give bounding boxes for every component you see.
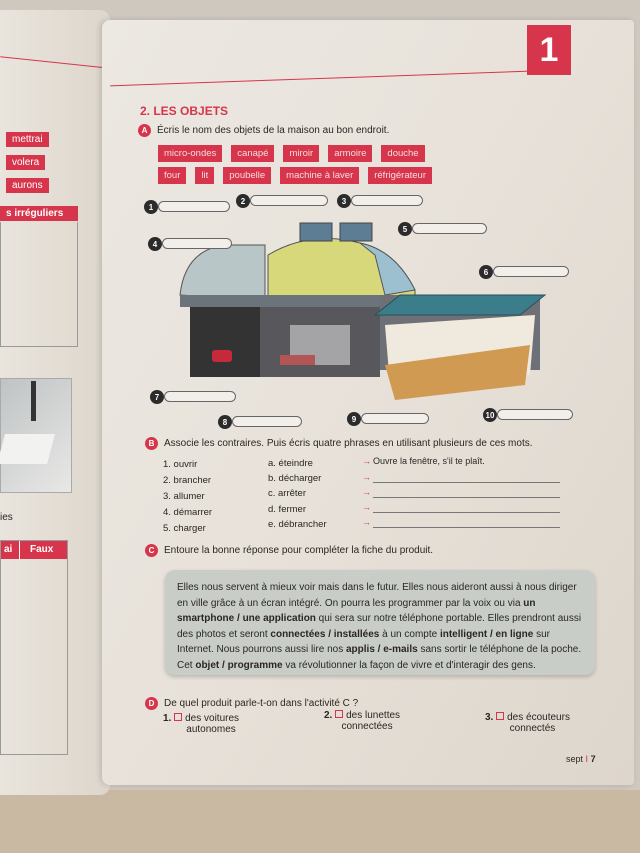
checkbox[interactable] — [496, 712, 504, 720]
checkbox[interactable] — [335, 710, 343, 718]
verb-left: 5. charger — [163, 523, 206, 534]
verb-right: c. arrêter — [268, 488, 307, 499]
paragraph-text: sur Internet. Nous pourrons aussi lire nos — [177, 628, 550, 655]
arrow-icon: → — [362, 502, 371, 512]
verb-right: d. fermer — [268, 504, 307, 515]
choice-option[interactable]: connectées / installées — [270, 628, 380, 640]
label-number: 7 — [150, 390, 164, 404]
table-box — [0, 222, 78, 347]
verb-left: 4. démarrer — [163, 507, 213, 518]
choice-option[interactable]: un smartphone / une application — [177, 597, 536, 624]
option-text: des lunettes — [346, 710, 401, 721]
answer-line[interactable] — [373, 497, 560, 498]
word-chip: lit — [195, 167, 214, 184]
example-sentence: Ouvre la fenêtre, s'il te plaît. — [373, 456, 485, 466]
option-3[interactable] — [485, 712, 570, 734]
chip: aurons — [6, 178, 49, 193]
option-text: connectés — [509, 723, 556, 734]
verb-right: a. éteindre — [268, 458, 313, 469]
verb-left: 1. ouvrir — [163, 459, 198, 470]
word-chip: réfrigérateur — [368, 167, 432, 184]
activity-a-instruction — [138, 124, 389, 137]
option-text: des écouteurs — [507, 712, 570, 723]
answer-box[interactable] — [497, 409, 573, 420]
activity-d-instruction — [145, 697, 358, 710]
word-bank-row-1 — [158, 145, 425, 162]
option-number: 1. — [163, 713, 172, 724]
chapter-number: 1 — [527, 25, 571, 75]
section-header: s irréguliers — [0, 206, 78, 221]
choice-option[interactable]: applis / e-mails — [345, 644, 418, 655]
label-number: 10 — [483, 408, 497, 422]
option-text: autonomes — [186, 724, 236, 735]
col-header: ai — [4, 544, 13, 555]
page-number: 7 — [590, 754, 596, 764]
answer-box[interactable] — [158, 201, 230, 212]
answer-line[interactable] — [373, 512, 560, 513]
word-chip: micro-ondes — [158, 145, 222, 162]
col-header: Faux — [19, 541, 67, 559]
option-number: 2. — [324, 710, 333, 721]
instruction-text: Écris le nom des objets de la maison au bon endroit. — [157, 125, 390, 137]
paragraph-text: sans sortir le téléphone de la poche. Cet — [177, 644, 582, 671]
separator: I — [585, 754, 589, 764]
activity-letter: C — [145, 544, 158, 557]
word-chip: miroir — [283, 145, 319, 162]
instruction-text: Entoure la bonne réponse pour compléter la fiche du produit. — [164, 545, 434, 557]
answer-box[interactable] — [351, 195, 423, 206]
word-chip: four — [158, 167, 186, 184]
answer-box[interactable] — [493, 266, 569, 277]
verb-left: 2. brancher — [163, 475, 212, 486]
option-number: 3. — [485, 712, 494, 723]
activity-letter: B — [145, 437, 158, 450]
instruction-text: De quel produit parle-t-on dans l'activité C ? — [164, 698, 359, 710]
answer-line[interactable] — [373, 527, 560, 528]
word-chip: douche — [381, 145, 424, 162]
choice-option[interactable]: intelligent / en ligne — [439, 628, 534, 640]
partial-text: ies — [0, 512, 13, 523]
page-word: sept — [566, 754, 584, 764]
answer-box[interactable] — [250, 195, 328, 206]
answer-box[interactable] — [162, 238, 232, 249]
answer-box[interactable] — [232, 416, 302, 427]
word-bank-row-2 — [158, 167, 432, 184]
label-number: 2 — [236, 194, 250, 208]
verb-right: e. débrancher — [268, 519, 327, 530]
true-false-table — [0, 540, 68, 755]
activity-c-instruction — [145, 544, 433, 557]
option-1[interactable] — [163, 713, 239, 735]
verb-right: b. décharger — [268, 473, 322, 484]
photo — [0, 378, 72, 493]
paragraph-text: Elles nous servent à mieux voir mais dans le futur. Elles nous aideront aussi à nous diriger en ville grâce à un écran intégré. On pourra les programmer par la voix ou via — [177, 582, 577, 609]
section-title: 2. LES OBJETS — [140, 104, 229, 118]
label-number: 3 — [337, 194, 351, 208]
label-number: 8 — [218, 415, 232, 429]
paragraph-text: à un compte — [379, 628, 440, 640]
arrow-icon: → — [362, 456, 371, 466]
label-number: 4 — [148, 237, 162, 251]
paragraph-text: va révolutionner la façon de vivre et d'interagir des gens. — [282, 659, 536, 671]
option-text: connectées — [341, 721, 393, 732]
left-page — [0, 10, 110, 795]
answer-box[interactable] — [164, 391, 236, 402]
answer-line[interactable] — [373, 482, 560, 483]
answer-box[interactable] — [412, 223, 487, 234]
product-description-box — [165, 570, 595, 675]
divider — [0, 56, 110, 68]
option-text: des voitures — [185, 713, 240, 724]
word-chip: machine à laver — [280, 167, 359, 184]
paragraph-text: qui sera sur notre téléphone portable. Elles prendront aussi des photos et seront — [177, 613, 582, 640]
arrow-icon: → — [362, 487, 371, 497]
page-footer — [566, 754, 596, 764]
word-chip: canapé — [231, 145, 274, 162]
verb-left: 3. allumer — [163, 491, 205, 502]
word-chip: poubelle — [223, 167, 271, 184]
activity-letter: A — [138, 124, 151, 137]
activity-b-instruction — [145, 437, 533, 450]
activity-letter: D — [145, 697, 158, 710]
checkbox[interactable] — [174, 713, 182, 721]
label-number: 6 — [479, 265, 493, 279]
label-number: 1 — [144, 200, 158, 214]
label-number: 9 — [347, 412, 361, 426]
chip: volera — [6, 155, 45, 170]
label-number: 5 — [398, 222, 412, 236]
option-2[interactable] — [324, 710, 400, 732]
chip: mettrai — [6, 132, 49, 147]
word-chip: armoire — [328, 145, 372, 162]
arrow-icon: → — [362, 517, 371, 527]
table-surface — [0, 790, 640, 853]
arrow-icon: → — [362, 472, 371, 482]
choice-option[interactable]: objet / programme — [195, 659, 283, 671]
instruction-text: Associe les contraires. Puis écris quatre phrases en utilisant plusieurs de ces mots. — [164, 438, 533, 450]
answer-box[interactable] — [361, 413, 429, 424]
